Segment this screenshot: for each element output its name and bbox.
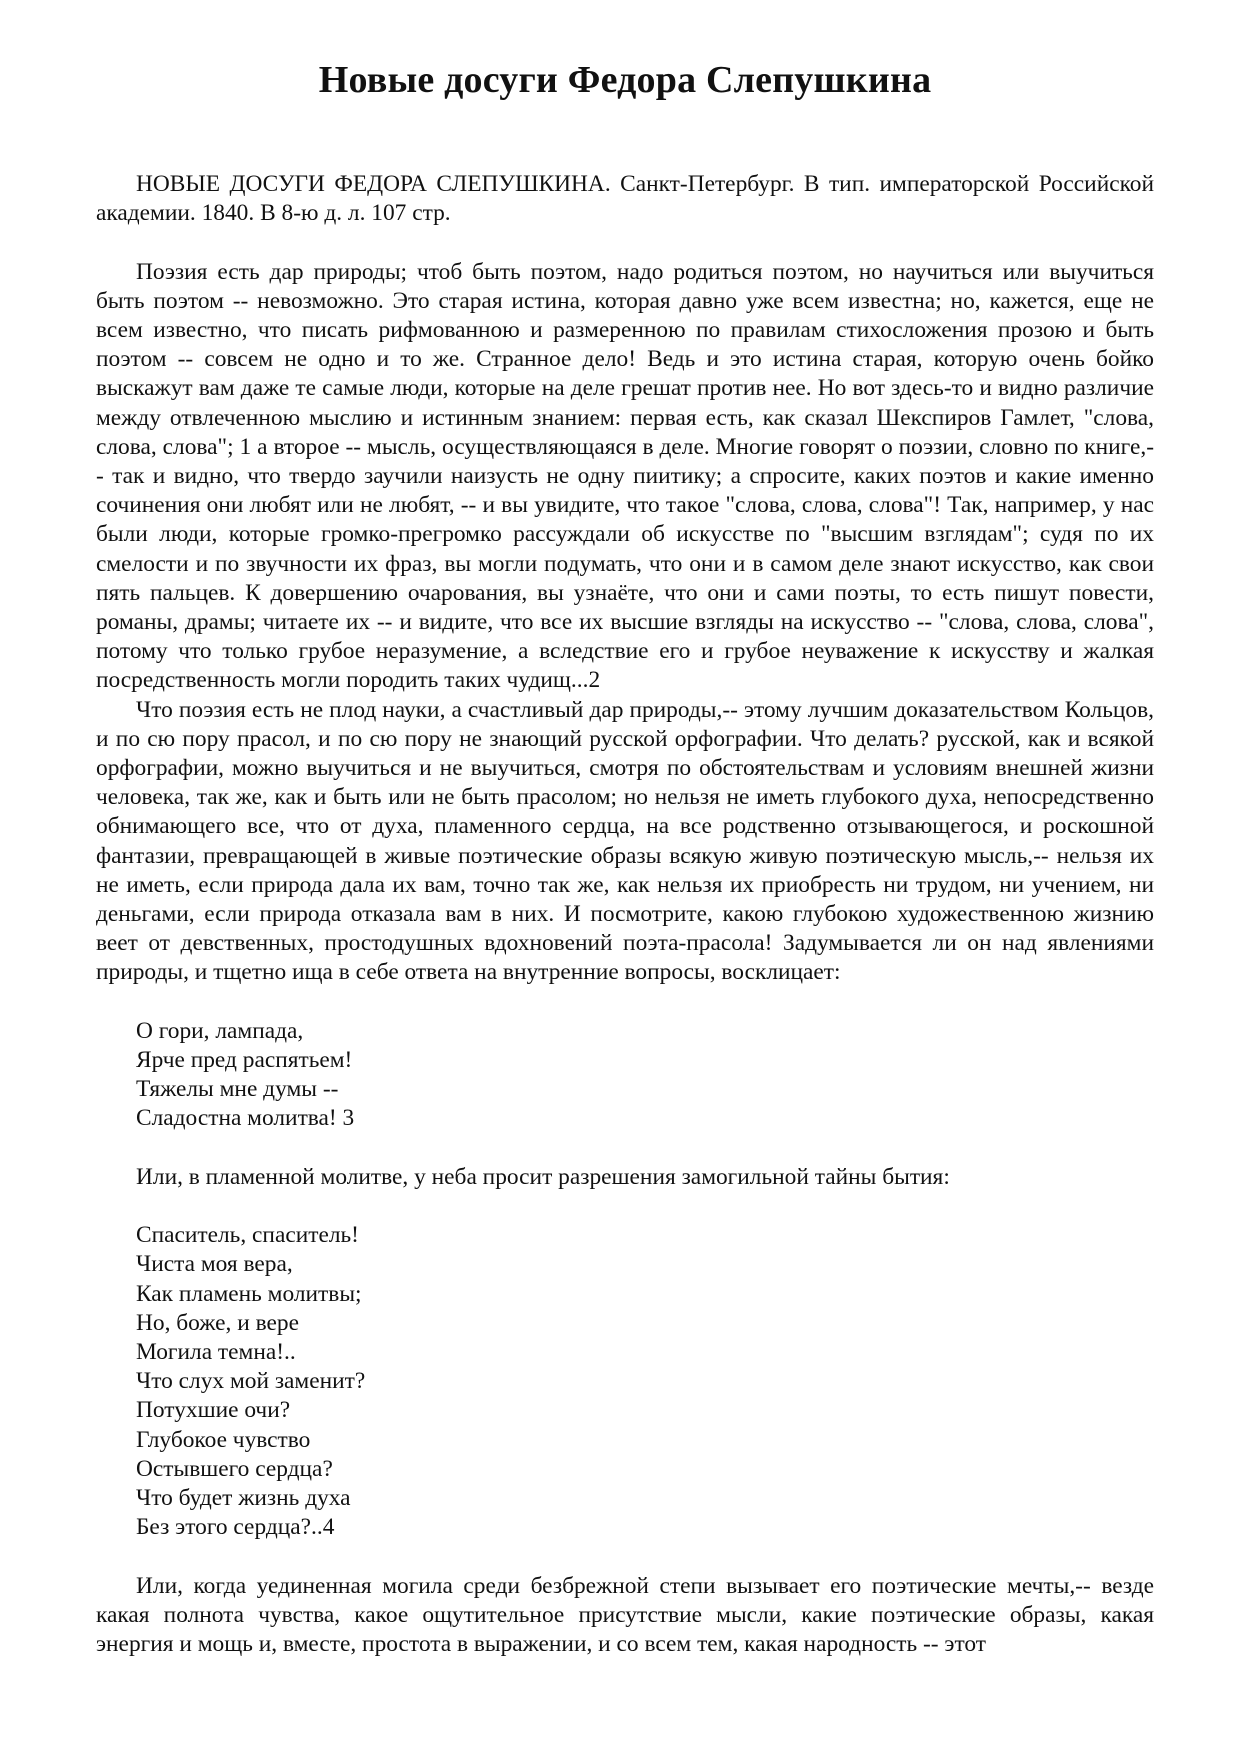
transition-paragraph: Или, в пламенной молитве, у неба просит разрешения замогильной тайны бытия: (136, 1163, 950, 1190)
verse-line: Ярче пред распятьем! (136, 1047, 353, 1074)
verse-line: Остывшего сердца? (136, 1455, 333, 1482)
body-paragraph-3: Или, когда уединенная могила среди безбрежной степи вызывает его поэтические мечты,-- везде какая полнота чувства, какое ощутительное присутствие мысли, какие поэтические образы, какая энергия и мощь и, вместе, простота в выражении, и со всем тем, какая народность -- этот (96, 1572, 1154, 1658)
verse-line: Глубокое чувство (136, 1426, 311, 1453)
page-title: Новые досуги Федора Слепушкина (318, 59, 932, 101)
bibliographic-paragraph: НОВЫЕ ДОСУГИ ФЕДОРА СЛЕПУШКИНА. Санкт-Петербург. В тип. императорской Российской академии. 1840. В 8-ю д. л. 107 стр. (96, 171, 1154, 227)
body-paragraph-1: Поэзия есть дар природы; чтоб быть поэтом, надо родиться поэтом, но научиться или выучиться быть поэтом -- невозможно. Это старая истина, которая давно уже всем известна; но, кажется, еще не всем известно, что писать рифмованною и размеренною по правилам стихосложения прозою и быть поэтом -- совсем не одно и то же. Странное дело! Ведь и это истина старая, которую очень бойко выскажут вам даже те самые люди, которые на деле грешат против нее. Но вот здесь-то и видно различие между отвлеченною мыслию и истинным знанием: первая есть, как сказал Шекспиров Гамлет, "слова, слова, слова"; 1 а второе -- мысль, осуществляющаяся в деле. Многие говорят о поэзии, словно по книге,-- так и видно, что твердо заучили наизусть не одну пиитику; а спросите, каких поэтов и какие именно сочинения они любят или не любят, -- и вы увидите, что такое "слова, слова, слова"! Так, например, у нас были люди, которые громко-прегромко рассуждали об искусстве по "высшим взглядам"; судя по их смелости и по звучности их фраз, вы могли подумать, что они и в самом деле знают искусство, как свои пять пальцев. К довершению очарования, вы узнаёте, что они и сами поэты, то есть пишут повести, романы, драмы; читаете их -- и видите, что все их высшие взгляды на искусство -- "слова, слова, слова", потому что только грубое неразумение, а вследствие его и грубое неуважение к искусству и жалкая посредственность могли породить таких чудищ...2 (96, 258, 1154, 694)
verse-line: Без этого сердца?..4 (136, 1514, 335, 1541)
verse-line: Что будет жизнь духа (136, 1485, 351, 1512)
verse-line: О гори, лампада, (136, 1017, 304, 1044)
verse-line: Но, боже, и вере (136, 1309, 299, 1336)
paragraph-gap (96, 1134, 1154, 1163)
paragraph-gap (96, 1192, 1154, 1221)
verse-line: Могила темна!.. (136, 1339, 296, 1366)
paragraph-gap (96, 228, 1154, 257)
document-page (96, 52, 1154, 1659)
body-paragraph-2: Что поэзия есть не плод науки, а счастливый дар природы,-- этому лучшим доказательством Кольцов, и по сю пору прасол, и по сю пору не знающий русской орфографии. Что делать? русской, как и всякой орфографии, можно выучиться и не выучиться, смотря по обстоятельствам и условиям внешней жизни человека, так же, как и быть или не быть прасолом; но нельзя не иметь глубокого духа, непосредственно обнимающего все, что от духа, пламенного сердца, на все родственно отзывающегося, и роскошной фантазии, превращающей в живые поэтические образы всякую живую поэтическую мысль,-- нельзя их не иметь, если природа дала их вам, точно так же, как нельзя их приобресть ни трудом, ни учением, ни деньгами, если природа отказала вам в них. И посмотрите, какою глубокою художественною жизнию веет от девственных, простодушных вдохновений поэта-прасола! Задумывается ли он над явлениями природы, и тщетно ища в себе ответа на внутренние вопросы, восклицает: (96, 696, 1154, 986)
paragraph-gap (96, 988, 1154, 1017)
verse-line: Спаситель, спаситель! (136, 1222, 359, 1249)
verse-line: Как пламень молитвы; (136, 1280, 362, 1307)
verse-line: Чиста моя вера, (136, 1251, 293, 1278)
verse-line: Тяжелы мне думы -- (136, 1076, 339, 1103)
verse-line: Сладостна молитва! 3 (136, 1105, 355, 1132)
verse-block-1 (96, 1017, 1154, 1134)
verse-line: Потухшие очи? (136, 1397, 291, 1424)
paragraph-gap (96, 1542, 1154, 1571)
verse-block-2 (96, 1221, 1154, 1542)
verse-line: Что слух мой заменит? (136, 1368, 366, 1395)
